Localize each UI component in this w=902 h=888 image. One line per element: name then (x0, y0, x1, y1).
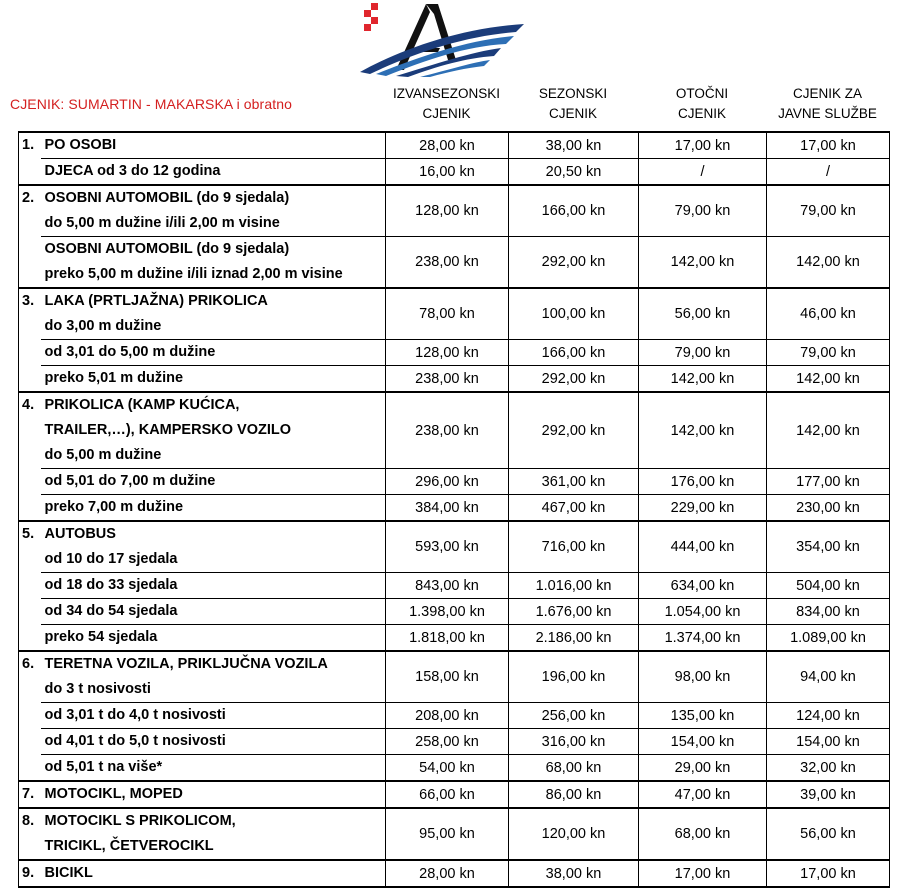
item-description-line: od 10 do 17 sjedala (44, 551, 178, 567)
price-season: 2.186,00 kn (509, 625, 639, 652)
price-public-services: 142,00 kn (767, 366, 890, 393)
price-row (19, 781, 890, 808)
price-season: 256,00 kn (509, 703, 639, 729)
price-off-season: 28,00 kn (386, 132, 509, 159)
price-island: / (639, 159, 767, 186)
price-row (19, 185, 890, 237)
price-island: 444,00 kn (639, 521, 767, 573)
item-description-line: OSOBNI AUTOMOBIL (do 9 sjedala) (44, 241, 290, 257)
item-description-line: od 18 do 33 sjedala (44, 577, 178, 593)
price-row (19, 469, 890, 495)
price-island: 154,00 kn (639, 729, 767, 755)
group-number: 6. (19, 651, 41, 781)
header-island (638, 80, 766, 128)
item-description (41, 625, 386, 652)
price-season: 292,00 kn (509, 392, 639, 469)
price-off-season: 28,00 kn (386, 860, 509, 887)
group-number: 5. (19, 521, 41, 651)
price-off-season: 238,00 kn (386, 366, 509, 393)
price-island: 56,00 kn (639, 288, 767, 340)
item-description (41, 132, 386, 159)
item-description (41, 159, 386, 186)
item-description-line: OSOBNI AUTOMOBIL (do 9 sjedala) (44, 190, 290, 206)
item-description-line: do 5,00 m dužine i/ili 2,00 m visine (44, 215, 280, 231)
price-off-season: 158,00 kn (386, 651, 509, 703)
item-description (41, 340, 386, 366)
price-island: 47,00 kn (639, 781, 767, 808)
price-row (19, 392, 890, 469)
price-island: 634,00 kn (639, 573, 767, 599)
item-description-line: TERETNA VOZILA, PRIKLJUČNA VOZILA (44, 656, 328, 672)
item-description-line: PO OSOBI (44, 137, 117, 153)
price-off-season: 78,00 kn (386, 288, 509, 340)
item-description-line: od 4,01 t do 5,0 t nosivosti (44, 733, 226, 749)
item-description-line: LAKA (PRTLJAŽNA) PRIKOLICA (44, 293, 268, 309)
price-row (19, 132, 890, 159)
price-row (19, 860, 890, 887)
price-season: 1.016,00 kn (509, 573, 639, 599)
item-description-line: preko 7,00 m dužine (44, 499, 184, 515)
item-description (41, 392, 386, 469)
item-description-line: AUTOBUS (44, 526, 116, 542)
price-island: 135,00 kn (639, 703, 767, 729)
header-off-season-line2: CJENIK (422, 106, 471, 121)
price-row (19, 159, 890, 186)
price-off-season: 128,00 kn (386, 185, 509, 237)
price-public-services: 79,00 kn (767, 185, 890, 237)
price-off-season: 843,00 kn (386, 573, 509, 599)
group-number: 8. (19, 808, 41, 860)
group-number: 9. (19, 860, 41, 887)
price-season: 166,00 kn (509, 340, 639, 366)
price-season: 120,00 kn (509, 808, 639, 860)
price-list-title: CJENIK: SUMARTIN - MAKARSKA i obratno (10, 96, 292, 112)
price-table (18, 131, 890, 888)
price-island: 98,00 kn (639, 651, 767, 703)
price-public-services: 230,00 kn (767, 495, 890, 522)
price-public-services: 79,00 kn (767, 340, 890, 366)
price-public-services: 46,00 kn (767, 288, 890, 340)
price-row (19, 651, 890, 703)
price-off-season: 66,00 kn (386, 781, 509, 808)
price-season: 1.676,00 kn (509, 599, 639, 625)
price-off-season: 1.398,00 kn (386, 599, 509, 625)
price-public-services: 142,00 kn (767, 392, 890, 469)
price-row (19, 703, 890, 729)
item-description-line: preko 54 sjedala (44, 629, 158, 645)
price-public-services: 504,00 kn (767, 573, 890, 599)
group-number: 4. (19, 392, 41, 521)
header-season (508, 80, 638, 128)
item-description-line: PRIKOLICA (KAMP KUĆICA, (44, 397, 240, 413)
item-description-line: do 5,00 m dužine (44, 447, 162, 463)
item-description (41, 573, 386, 599)
price-public-services: 17,00 kn (767, 132, 890, 159)
group-number: 2. (19, 185, 41, 288)
price-island: 176,00 kn (639, 469, 767, 495)
price-public-services: 56,00 kn (767, 808, 890, 860)
price-row (19, 808, 890, 860)
price-season: 292,00 kn (509, 366, 639, 393)
price-off-season: 296,00 kn (386, 469, 509, 495)
item-description (41, 288, 386, 340)
group-number: 1. (19, 132, 41, 185)
item-description (41, 237, 386, 289)
header-public-services-line2: JAVNE SLUŽBE (778, 106, 877, 121)
price-public-services: 39,00 kn (767, 781, 890, 808)
price-public-services: 1.089,00 kn (767, 625, 890, 652)
ferry-company-logo (356, 0, 526, 78)
group-number: 7. (19, 781, 41, 808)
price-season: 316,00 kn (509, 729, 639, 755)
price-off-season: 238,00 kn (386, 392, 509, 469)
price-off-season: 1.818,00 kn (386, 625, 509, 652)
price-public-services: / (767, 159, 890, 186)
price-off-season: 258,00 kn (386, 729, 509, 755)
header-public-services (766, 80, 889, 128)
price-island: 142,00 kn (639, 392, 767, 469)
price-row (19, 366, 890, 393)
item-description (41, 755, 386, 782)
price-island: 29,00 kn (639, 755, 767, 782)
price-season: 196,00 kn (509, 651, 639, 703)
item-description-line: MOTOCIKL, MOPED (44, 786, 183, 802)
item-description-line: DJECA od 3 do 12 godina (44, 163, 221, 179)
price-public-services: 17,00 kn (767, 860, 890, 887)
item-description-line: do 3,00 m dužine (44, 318, 162, 334)
item-description (41, 366, 386, 393)
item-description (41, 521, 386, 573)
price-table-body (19, 132, 890, 887)
header-season-line2: CJENIK (548, 106, 597, 121)
header-season-line1: SEZONSKI (538, 86, 608, 101)
price-row (19, 729, 890, 755)
ship-bow-icon (360, 4, 524, 77)
price-public-services: 177,00 kn (767, 469, 890, 495)
price-island: 17,00 kn (639, 132, 767, 159)
price-season: 292,00 kn (509, 237, 639, 289)
price-season: 166,00 kn (509, 185, 639, 237)
price-off-season: 54,00 kn (386, 755, 509, 782)
header-off-season (385, 80, 508, 128)
price-public-services: 834,00 kn (767, 599, 890, 625)
price-off-season: 128,00 kn (386, 340, 509, 366)
price-off-season: 16,00 kn (386, 159, 509, 186)
price-season: 20,50 kn (509, 159, 639, 186)
price-public-services: 142,00 kn (767, 237, 890, 289)
price-season: 38,00 kn (509, 860, 639, 887)
price-off-season: 208,00 kn (386, 703, 509, 729)
item-description-line: od 3,01 t do 4,0 t nosivosti (44, 707, 226, 723)
price-row (19, 340, 890, 366)
price-public-services: 354,00 kn (767, 521, 890, 573)
item-description-line: BICIKL (44, 865, 93, 881)
price-island: 79,00 kn (639, 185, 767, 237)
item-description-line: od 5,01 do 7,00 m dužine (44, 473, 216, 489)
group-number: 3. (19, 288, 41, 392)
price-row (19, 599, 890, 625)
item-description (41, 703, 386, 729)
price-row (19, 288, 890, 340)
item-description-line: preko 5,01 m dužine (44, 370, 184, 386)
price-row (19, 573, 890, 599)
price-off-season: 384,00 kn (386, 495, 509, 522)
price-season: 68,00 kn (509, 755, 639, 782)
header-public-services-line1: CJENIK ZA (792, 86, 862, 101)
item-description-line: od 34 do 54 sjedala (44, 603, 178, 619)
item-description (41, 599, 386, 625)
item-description-line: od 5,01 t na više* (44, 759, 163, 775)
price-row (19, 521, 890, 573)
header-island-line2: CJENIK (677, 106, 726, 121)
price-public-services: 94,00 kn (767, 651, 890, 703)
price-public-services: 32,00 kn (767, 755, 890, 782)
checkered-flag-icon (364, 3, 378, 31)
item-description-line: do 3 t nosivosti (44, 681, 151, 697)
item-description (41, 469, 386, 495)
price-island: 1.374,00 kn (639, 625, 767, 652)
price-public-services: 154,00 kn (767, 729, 890, 755)
price-island: 17,00 kn (639, 860, 767, 887)
price-off-season: 238,00 kn (386, 237, 509, 289)
price-season: 716,00 kn (509, 521, 639, 573)
item-description (41, 651, 386, 703)
price-island: 1.054,00 kn (639, 599, 767, 625)
item-description (41, 495, 386, 522)
price-season: 361,00 kn (509, 469, 639, 495)
price-row (19, 495, 890, 522)
price-island: 229,00 kn (639, 495, 767, 522)
price-season: 38,00 kn (509, 132, 639, 159)
item-description (41, 860, 386, 887)
price-season: 86,00 kn (509, 781, 639, 808)
price-island: 68,00 kn (639, 808, 767, 860)
item-description (41, 808, 386, 860)
item-description-line: TRAILER,…), KAMPERSKO VOZILO (44, 422, 291, 438)
item-description (41, 781, 386, 808)
item-description-line: od 3,01 do 5,00 m dužine (44, 344, 216, 360)
price-season: 467,00 kn (509, 495, 639, 522)
item-description-line: TRICIKL, ČETVEROCIKL (44, 838, 214, 854)
price-off-season: 593,00 kn (386, 521, 509, 573)
price-row (19, 625, 890, 652)
item-description (41, 729, 386, 755)
price-row (19, 237, 890, 289)
price-island: 79,00 kn (639, 340, 767, 366)
header-island-line1: OTOČNI (675, 86, 729, 101)
price-island: 142,00 kn (639, 366, 767, 393)
item-description (41, 185, 386, 237)
price-row (19, 755, 890, 782)
item-description-line: preko 5,00 m dužine i/ili iznad 2,00 m visine (44, 266, 343, 282)
price-island: 142,00 kn (639, 237, 767, 289)
item-description-line: MOTOCIKL S PRIKOLICOM, (44, 813, 236, 829)
price-public-services: 124,00 kn (767, 703, 890, 729)
price-season: 100,00 kn (509, 288, 639, 340)
price-off-season: 95,00 kn (386, 808, 509, 860)
header-off-season-line1: IZVANSEZONSKI (392, 86, 501, 101)
